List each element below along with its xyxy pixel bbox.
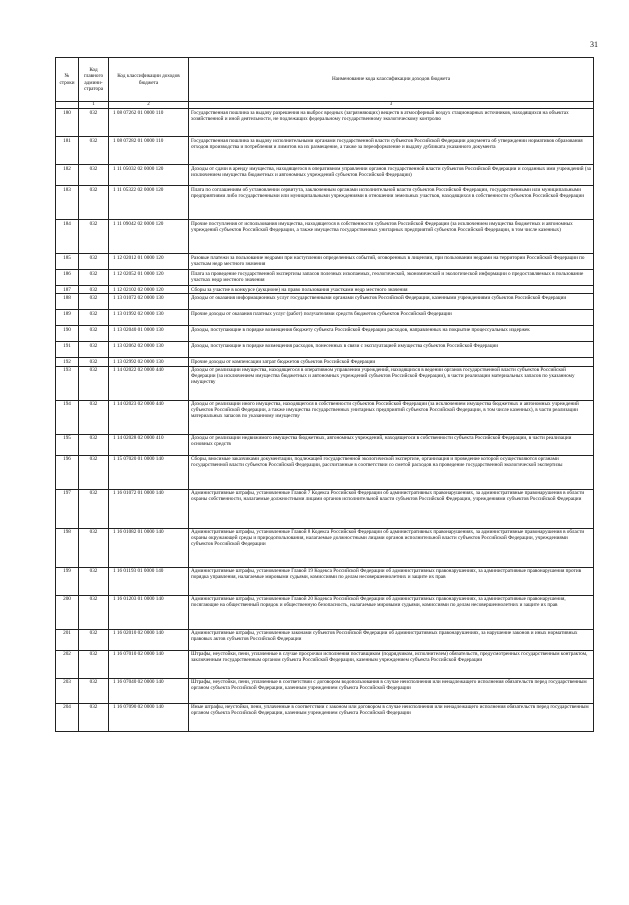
table-row <box>56 358 594 366</box>
table-row <box>56 528 594 567</box>
classification-name: Прочие поступления от использования имущества, находящегося в собственности субъектов Российской Федерации (за исключением имущества бюджетных и автономных учреждений субъектов Российской Федерации, а также имущества государственных унитарных предприятий субъектов Российской Федерации, в том числе казенных) <box>189 220 594 254</box>
table-row <box>56 286 594 294</box>
admin-code: 032 <box>79 678 109 703</box>
classification-code: 1 11 05322 02 0000 120 <box>109 186 189 220</box>
table-row <box>56 165 594 186</box>
classification-name: Административные штрафы, установленные законами субъектов Российской Федерации об административных правонарушениях, за нарушение законов и иных нормативных правовых актов субъектов Российской Федерации <box>189 629 594 650</box>
column-index-row <box>56 102 594 109</box>
table-row <box>56 678 594 703</box>
table-row <box>56 254 594 270</box>
row-number: 184 <box>56 220 79 254</box>
classification-name: Доходы от реализации иного имущества, находящегося в собственности субъектов Российской Федерации (за исключением имущества бюджетных и автономных учреждений субъектов Российской Федерации, а также имущества государственных унитарных предприятий субъектов Российской Федерации, в том числе казенных), в части реализации материальных запасов по указанному имуществу <box>189 400 594 434</box>
admin-code: 032 <box>79 489 109 528</box>
admin-code: 032 <box>79 342 109 358</box>
header-name: Наименование кода классификации доходов бюджета <box>189 58 594 102</box>
table-row <box>56 220 594 254</box>
classification-code: 1 08 07262 01 0000 110 <box>109 109 189 137</box>
page-number: 31 <box>590 40 598 49</box>
classification-name: Административные штрафы, установленные Главой 8 Кодекса Российской Федерации об административных правонарушениях, за административные правонарушения в области охраны окружающей среды и природопользования, налагаемые должностными лицами органов исполнительной власти субъектов Российской Федерации, учреждениями субъектов Российской Федерации <box>189 528 594 567</box>
admin-code: 032 <box>79 366 109 400</box>
row-number: 192 <box>56 358 79 366</box>
admin-code: 032 <box>79 137 109 165</box>
column-index: 3 <box>189 102 594 109</box>
classification-code: 1 14 02023 02 0000 440 <box>109 400 189 434</box>
classification-code: 1 14 02028 02 0000 410 <box>109 434 189 455</box>
classification-code: 1 11 05032 02 0000 120 <box>109 165 189 186</box>
admin-code: 032 <box>79 109 109 137</box>
admin-code: 032 <box>79 270 109 286</box>
classification-code: 1 08 07282 01 0000 110 <box>109 137 189 165</box>
classification-code: 1 14 02022 02 0000 440 <box>109 366 189 400</box>
classification-name: Доходы, поступающие в порядке возмещения расходов, понесенных в связи с эксплуатацией имущества субъектов Российской Федерации <box>189 342 594 358</box>
admin-code: 032 <box>79 703 109 731</box>
row-number: 199 <box>56 567 79 595</box>
row-number: 200 <box>56 595 79 629</box>
admin-code: 032 <box>79 294 109 310</box>
classification-name: Административные штрафы, установленные Главой 7 Кодекса Российской Федерации об административных правонарушениях, за административные правонарушения в области охраны собственности, налагаемые должностными лицами органов исполнительной власти субъектов Российской Федерации, учреждениями субъектов Российской Федерации <box>189 489 594 528</box>
classification-name: Разовые платежи за пользование недрами при наступлении определенных событий, оговоренных в лицензии, при пользовании недрами на территории Российской Федерации по участкам недр местного значения <box>189 254 594 270</box>
row-number: 198 <box>56 528 79 567</box>
classification-name: Сборы, вносимые заказчиками документации, подлежащей государственной экологической экспертизе, организация и проведение которой осуществляются органами государственной власти субъектов Российской Федерации, рассчитанные в соответствии со сметой расходов на проведение государственной экологической экспертизы <box>189 455 594 489</box>
table-row <box>56 270 594 286</box>
classification-name: Прочие доходы от оказания платных услуг (работ) получателями средств бюджетов субъектов Российской Федерации <box>189 310 594 326</box>
header-class-code: Код классификации доходов бюджета <box>109 58 189 102</box>
classification-name: Доходы от реализации имущества, находящегося в оперативном управлении учреждений, находящихся в ведении органов государственной власти субъектов Российской Федерации (за исключением имущества бюджетных и автономных учреждений субъектов Российской Федерации), в части реализации материальных запасов по указанному имуществу <box>189 366 594 400</box>
classification-code: 1 11 09042 02 0000 120 <box>109 220 189 254</box>
row-number: 186 <box>56 270 79 286</box>
table-row <box>56 326 594 342</box>
admin-code: 032 <box>79 629 109 650</box>
table-row <box>56 595 594 629</box>
classification-name: Штрафы, неустойки, пени, уплаченные в случае просрочки исполнения поставщиком (подрядчиком, исполнителем) обязательств, предусмотренных государственным контрактом, заключенным государственным органом субъекта Российской Федерации, казенным учреждением субъекта Российской Федерации <box>189 650 594 678</box>
table-row <box>56 109 594 137</box>
classification-name: Доходы от реализации недвижимого имущества бюджетных, автономных учреждений, находящегося в собственности субъекта Российской Федерации, в части реализации основных средств <box>189 434 594 455</box>
row-number: 203 <box>56 678 79 703</box>
row-number: 182 <box>56 165 79 186</box>
classification-code: 1 13 02040 01 0000 130 <box>109 326 189 342</box>
classification-code: 1 16 01203 01 0000 140 <box>109 595 189 629</box>
row-number: 189 <box>56 310 79 326</box>
row-number: 183 <box>56 186 79 220</box>
table-row <box>56 137 594 165</box>
row-number: 204 <box>56 703 79 731</box>
classification-code: 1 16 01072 01 0000 140 <box>109 489 189 528</box>
row-number: 195 <box>56 434 79 455</box>
table-row <box>56 650 594 678</box>
classification-code: 1 13 02062 02 0000 130 <box>109 342 189 358</box>
column-index: 2 <box>109 102 189 109</box>
classification-code: 1 16 01082 01 0000 140 <box>109 528 189 567</box>
row-number: 197 <box>56 489 79 528</box>
row-number: 190 <box>56 326 79 342</box>
admin-code: 032 <box>79 326 109 342</box>
table-row <box>56 310 594 326</box>
admin-code: 032 <box>79 455 109 489</box>
table-row <box>56 455 594 489</box>
classification-code: 1 16 01193 01 0000 140 <box>109 567 189 595</box>
classification-code: 1 16 07010 02 0000 140 <box>109 650 189 678</box>
income-classification-table <box>55 57 594 732</box>
classification-name: Доходы, поступающие в порядке возмещения бюджету субъекта Российской Федерации расходов, направленных на покрытие процессуальных издержек <box>189 326 594 342</box>
classification-name: Административные штрафы, установленные Главой 20 Кодекса Российской Федерации об административных правонарушениях, за административные правонарушения, посягающие на общественный порядок и общественную безопасность, налагаемые мировыми судьями, комиссиями по делам несовершеннолетних и защите их прав <box>189 595 594 629</box>
classification-code: 1 12 02102 02 0000 120 <box>109 286 189 294</box>
admin-code: 032 <box>79 254 109 270</box>
admin-code: 032 <box>79 186 109 220</box>
classification-code: 1 12 02052 01 0000 120 <box>109 270 189 286</box>
row-number: 185 <box>56 254 79 270</box>
table-row <box>56 186 594 220</box>
classification-code: 1 13 02992 02 0000 130 <box>109 358 189 366</box>
classification-code: 1 13 01992 02 0000 130 <box>109 310 189 326</box>
admin-code: 032 <box>79 358 109 366</box>
admin-code: 032 <box>79 400 109 434</box>
admin-code: 032 <box>79 567 109 595</box>
header-row <box>56 58 594 102</box>
table-row <box>56 567 594 595</box>
classification-name: Доходы от сдачи в аренду имущества, находящегося в оперативном управлении органов государственной власти субъектов Российской Федерации и созданных ими учреждений (за исключением имущества бюджетных и автономных учреждений субъектов Российской Федерации) <box>189 165 594 186</box>
table-row <box>56 489 594 528</box>
classification-name: Государственная пошлина за выдачу разрешения на выброс вредных (загрязняющих) веществ в атмосферный воздух стационарных источников, находящихся на объектах хозяйственной и иной деятельности, не подлежащих федеральному государственному экологическому контролю <box>189 109 594 137</box>
table-row <box>56 366 594 400</box>
classification-name: Плата за проведение государственной экспертизы запасов полезных ископаемых, геологической, экономической и экологической информации о предоставляемых в пользование участках недр местного значения <box>189 270 594 286</box>
classification-code: 1 16 07090 02 0000 140 <box>109 703 189 731</box>
classification-name: Прочие доходы от компенсации затрат бюджетов субъектов Российской Федерации <box>189 358 594 366</box>
row-number: 193 <box>56 366 79 400</box>
admin-code: 032 <box>79 310 109 326</box>
classification-name: Иные штрафы, неустойки, пени, уплаченные в соответствии с законом или договором в случае неисполнения или ненадлежащего исполнения обязательств перед государственным органом субъекта Российской Федерации, казенным учреждением субъекта Российской Федерации <box>189 703 594 731</box>
admin-code: 032 <box>79 528 109 567</box>
row-number: 202 <box>56 650 79 678</box>
row-number: 187 <box>56 286 79 294</box>
admin-code: 032 <box>79 434 109 455</box>
row-number: 191 <box>56 342 79 358</box>
row-number: 180 <box>56 109 79 137</box>
table-row <box>56 342 594 358</box>
column-index: 1 <box>79 102 109 109</box>
classification-code: 1 16 07040 02 0000 140 <box>109 678 189 703</box>
row-number: 194 <box>56 400 79 434</box>
admin-code: 032 <box>79 595 109 629</box>
classification-code: 1 15 07020 01 0000 140 <box>109 455 189 489</box>
table-row <box>56 400 594 434</box>
column-index <box>56 102 79 109</box>
table-row <box>56 434 594 455</box>
classification-code: 1 12 02012 01 0000 120 <box>109 254 189 270</box>
table-body <box>56 109 594 732</box>
row-number: 181 <box>56 137 79 165</box>
header-admin-code: Код главного админи-стратора <box>79 58 109 102</box>
classification-name: Сборы за участие в конкурсе (аукционе) на право пользования участками недр местного значения <box>189 286 594 294</box>
admin-code: 032 <box>79 650 109 678</box>
table-row <box>56 629 594 650</box>
classification-code: 1 13 01072 02 0000 130 <box>109 294 189 310</box>
classification-name: Плата по соглашениям об установлении сервитута, заключенным органами исполнительной власти субъектов Российской Федерации, государственными или муниципальными предприятиями либо государственными или муниципальными учреждениями в отношении земельных участков, находящихся в собственности субъектов Российской Федерации <box>189 186 594 220</box>
admin-code: 032 <box>79 286 109 294</box>
table-row <box>56 703 594 731</box>
header-row-no: № строки <box>56 58 79 102</box>
row-number: 196 <box>56 455 79 489</box>
admin-code: 032 <box>79 220 109 254</box>
classification-name: Доходы от оказания информационных услуг государственными органами субъектов Российской Федерации, казенными учреждениями субъектов Российской Федерации <box>189 294 594 310</box>
classification-code: 1 16 02010 02 0000 140 <box>109 629 189 650</box>
row-number: 188 <box>56 294 79 310</box>
classification-name: Штрафы, неустойки, пени, уплаченные в соответствии с договором водопользования в случае неисполнения или ненадлежащего исполнения обязательств перед государственным органом субъекта Российской Федерации, казенным учреждением субъекта Российской Федерации <box>189 678 594 703</box>
admin-code: 032 <box>79 165 109 186</box>
classification-name: Государственная пошлина за выдачу исполнительными органами государственной власти субъектов Российской Федерации документа об утверждении нормативов образования отходов производства и потребления и лимитов на их размещение, а также за переоформление и выдачу дубликата указанного документа <box>189 137 594 165</box>
row-number: 201 <box>56 629 79 650</box>
table-row <box>56 294 594 310</box>
classification-name: Административные штрафы, установленные Главой 19 Кодекса Российской Федерации об административных правонарушениях, за административные правонарушения против порядка управления, налагаемые мировыми судьями, комиссиями по делам несовершеннолетних и защите их прав <box>189 567 594 595</box>
